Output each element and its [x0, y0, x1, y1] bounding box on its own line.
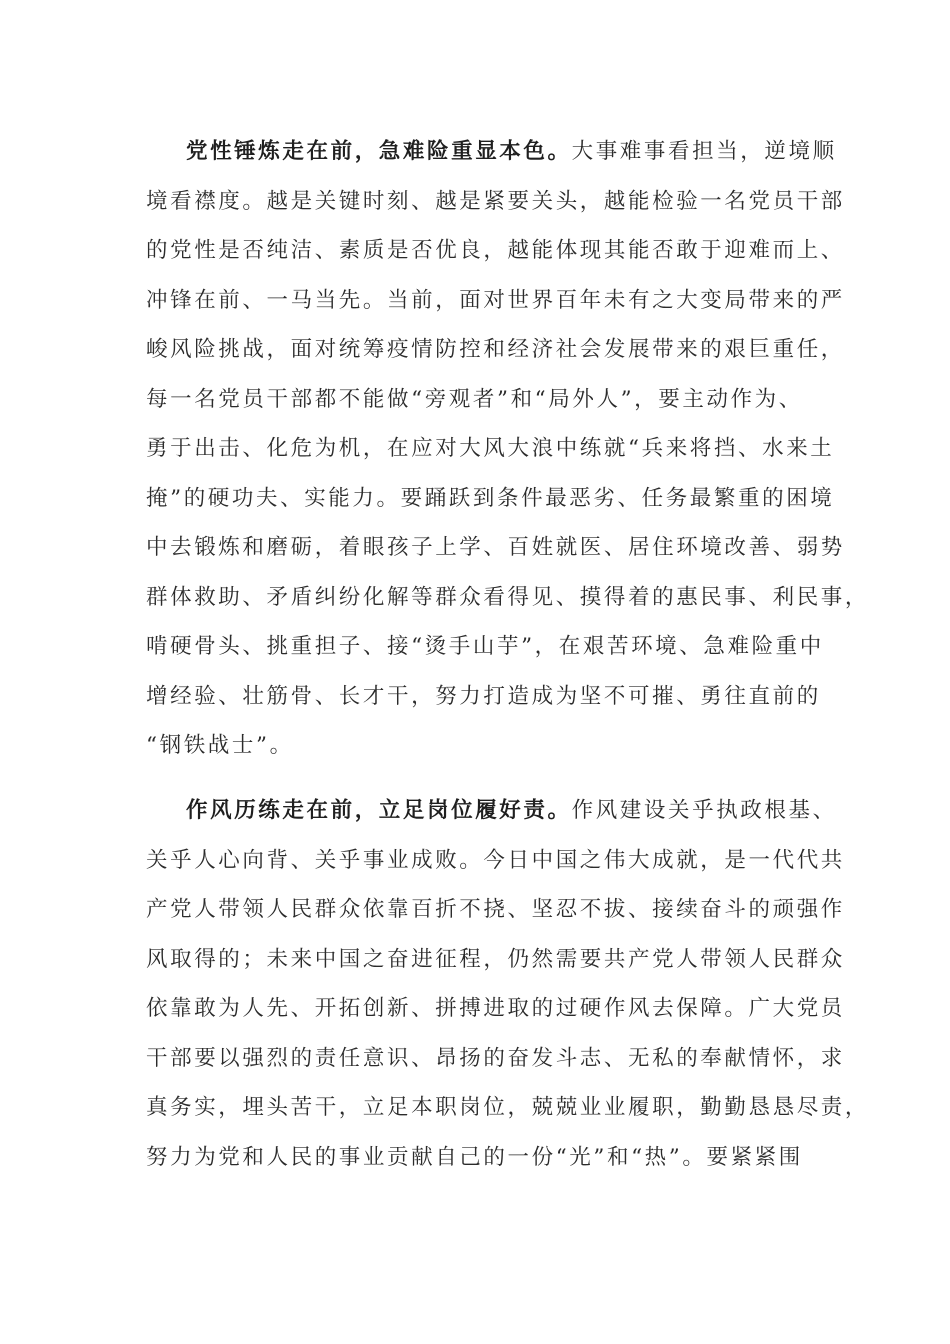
paragraph-line: 冲锋在前、一马当先。当前，面对世界百年未有之大变局带来的严: [146, 287, 845, 313]
paragraph-line: “钢铁战士”。: [146, 733, 294, 758]
paragraph-work-style: [146, 786, 870, 1182]
paragraph-line: 增经验、壮筋骨、长才干，努力打造成为坚不可摧、勇往直前的: [146, 683, 821, 709]
paragraph-line: 峻风险挑战，面对统筹疫情防控和经济社会发展带来的艰巨重任，: [146, 337, 845, 362]
paragraph-first-line: [146, 127, 837, 177]
paragraph-line: 关乎人心向背、关乎事业成败。今日中国之伟大成就，是一代代共: [146, 847, 845, 873]
paragraph-first-line: [146, 786, 837, 836]
paragraph-line: 啃硬骨头、挑重担子、接“烫手山芋”，在艰苦环境、急难险重中: [146, 634, 824, 659]
paragraph-text: 作风建设关乎执政根基、: [571, 798, 837, 823]
paragraph-text: 大事难事看担当，逆境顺: [571, 139, 837, 164]
paragraph-line: 努力为党和人民的事业贡献自己的一份“光”和“热”。要紧紧围: [146, 1144, 803, 1170]
paragraph-line: 风取得的；未来中国之奋进征程，仍然需要共产党人带领人民群众: [146, 946, 845, 972]
paragraph-line: 中去锻炼和磨砺，着眼孩子上学、百姓就医、居住环境改善、弱势: [146, 535, 845, 560]
paragraph-line: 产党人带领人民群众依靠百折不挠、坚忍不拔、接续奋斗的顽强作: [146, 897, 845, 922]
paragraph-heading: 党性锤炼走在前，急难险重显本色。: [186, 139, 572, 164]
paragraph-line: 真务实，埋头苦干，立足本职岗位，兢兢业业履职，勤勤恳恳尽责，: [146, 1095, 870, 1120]
paragraph-line: 掩”的硬功夫、实能力。要踊跃到条件最恶劣、任务最繁重的困境: [146, 485, 835, 511]
paragraph-party-spirit: [146, 127, 870, 771]
paragraph-line: 依靠敢为人先、开拓创新、拼搏进取的过硬作风去保障。广大党员: [146, 996, 845, 1021]
paragraph-line: 干部要以强烈的责任意识、昂扬的奋发斗志、无私的奉献情怀，求: [146, 1045, 845, 1071]
paragraph-line: 群体救助、矛盾纠纷化解等群众看得见、摸得着的惠民事、利民事，: [146, 584, 870, 610]
paragraph-line: 境看襟度。越是关键时刻、越是紧要关头，越能检验一名党员干部: [146, 188, 845, 214]
paragraph-heading: 作风历练走在前，立足岗位履好责。: [186, 798, 572, 823]
paragraph-line: 每一名党员干部都不能做“旁观者”和“局外人”，要主动作为、: [146, 386, 803, 412]
paragraph-line: 的党性是否纯洁、素质是否优良，越能体现其能否敢于迎难而上、: [146, 238, 845, 263]
paragraph-line: 勇于出击、化危为机，在应对大风大浪中练就“兵来将挡、水来土: [146, 436, 835, 461]
